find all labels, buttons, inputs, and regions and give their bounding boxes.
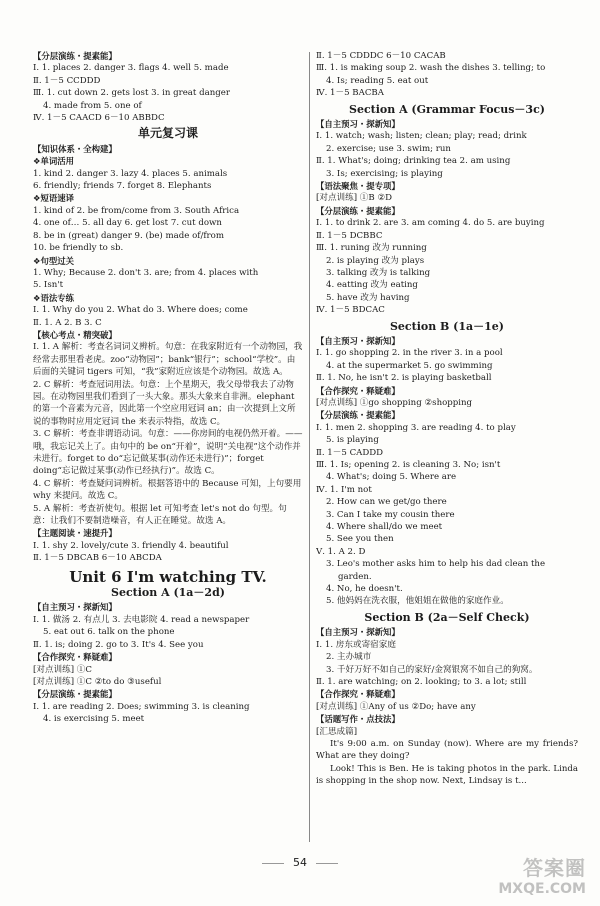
answer-line: 10. be friendly to sb. (33, 243, 124, 254)
subheader: ❖句型过关 (33, 255, 75, 266)
answer-line: Ⅰ. 1. places 2. danger 3. flags 4. well 5. made (33, 63, 229, 74)
page-number: 54 (293, 856, 307, 869)
answer-line: Ⅳ. 1－5 BACBA (316, 88, 384, 99)
answer-line: [对点训练] ①go shopping ②shopping (316, 397, 473, 408)
answer-line: Ⅱ. 1. No, he isn't 2. is playing basketball (316, 373, 492, 384)
section-title: Section B (1a－1e) (389, 319, 505, 333)
section-header: 【合作探究・释疑难】 (316, 689, 400, 700)
answer-line: [对点训练] ①C ②to do ③useful (33, 676, 162, 687)
answer-line: 4. is exercising 5. meet (43, 714, 145, 725)
section-header: 【自主预习・探新知】 (316, 627, 400, 638)
writing-paragraph: It's 9:00 a.m. on Sunday (now). Where are my friends? What are they doing? (316, 738, 578, 762)
answer-line: 4. made from 5. one of (43, 100, 142, 111)
answer-line: Ⅱ. 1－5 CDDDC 6－10 CACAB (316, 51, 446, 61)
answer-line: 1. kind of 2. be from/come from 3. South Africa (33, 205, 240, 216)
answer-line: 2. exercise; use 3. swim; run (326, 143, 451, 154)
writing-label: [汇思成篇] (316, 726, 358, 737)
section-title: Section A (1a－2d) (111, 586, 225, 600)
answer-line: [对点训练] ①C (33, 664, 92, 675)
subheader: ❖短语速译 (33, 193, 75, 204)
answer-line: Ⅱ. 1－5 DBCAB 6－10 ABCDA (33, 553, 162, 564)
answer-line: 4. at the supermarket 5. go swimming (326, 360, 493, 371)
watermark-en: MXQE.COM (498, 881, 586, 897)
answer-line: 4. What's; doing 5. Where are (326, 472, 457, 483)
page-number-rule-right (316, 863, 338, 864)
answer-line: Ⅱ. 1－5 CCDDD (33, 75, 101, 86)
section-header: 【语法聚焦・提专项】 (316, 181, 400, 192)
section-header: 【分层演练・提素能】 (33, 689, 117, 700)
answer-line: 5. See you then (326, 534, 394, 545)
section-header: 【合作探究・释疑难】 (33, 652, 117, 663)
answer-line: 3. Can I take my cousin there (326, 509, 455, 520)
answer-line: 8. be in (great) danger 9. (be) made of/from (33, 230, 224, 241)
explanation-paragraph: 4. C 解析：考查疑问词辨析。根据答语中的 Because 可知，上句要用 why 来提问。故选 C。 (33, 478, 302, 502)
answer-line: 5. Isn't (33, 280, 64, 291)
answer-line: 4. Where shall/do we meet (326, 522, 443, 533)
answer-line: Ⅲ. 1. Is; opening 2. is cleaning 3. No; isn't (316, 460, 501, 470)
answer-line: Ⅰ. 1. shy 2. lovely/cute 3. friendly 4. beautiful (33, 540, 229, 551)
answer-line: 6. friendly; friends 7. forget 8. Elephants (33, 181, 212, 192)
answer-line: Ⅰ. 1. go shopping 2. in the river 3. in a pool (316, 348, 503, 359)
section-header: 【分层演练・提素能】 (316, 410, 400, 421)
answer-line: Ⅱ. 1－5 DCBBC (316, 230, 383, 241)
answer-line: [对点训练] ①B ②D (316, 193, 393, 204)
section-header: 【自主预习・探新知】 (316, 335, 400, 346)
answer-line: Ⅱ. 1. is; doing 2. go to 3. It's 4. See you (33, 639, 204, 650)
section-header: 【分层演练・提素能】 (316, 205, 400, 216)
answer-line: Ⅳ. 1－5 CAACD 6－10 ABBDC (33, 113, 165, 124)
section-header: 【自主预习・探新知】 (316, 119, 400, 130)
left-column (33, 50, 303, 726)
answer-line: Ⅰ. 1. to drink 2. are 3. am coming 4. do 5. are buying (316, 218, 545, 229)
answer-line: Ⅲ. 1. cut down 2. gets lost 3. in great danger (33, 88, 230, 99)
section-header: 【知识体系・全构建】 (33, 143, 117, 154)
section-header: 【自主预习・探新知】 (33, 602, 117, 613)
answer-line: 3. Leo's mother asks him to help his dad clean the (326, 559, 546, 570)
column-divider (309, 52, 310, 842)
section-header: 【核心考点・精突破】 (33, 329, 117, 340)
answer-line: 5. is playing (326, 435, 379, 446)
answer-line: Ⅰ. 1. 做汤 2. 有点儿 3. 去电影院 4. read a newspaper (33, 614, 250, 625)
section-header: 【分层演练・提素能】 (33, 51, 117, 61)
answer-line: 3. talking 改为 is talking (326, 267, 431, 278)
writing-paragraph: Look! This is Ben. He is taking photos in the park. Linda is shopping in the shop now. Next, Lindsay is t... (316, 763, 578, 787)
unit-title: Unit 6 I'm watching TV. (69, 567, 267, 586)
answer-line: Ⅲ. 1. is making soup 2. wash the dishes 3. telling; to (316, 63, 546, 74)
answer-line: Ⅰ. 1. watch; wash; listen; clean; play; read; drink (316, 131, 527, 142)
answer-line: 1. Why; Because 2. don't 3. are; from 4. places with (33, 267, 259, 278)
answer-line: 3. Is; exercising; is playing (326, 168, 443, 179)
answer-line: Ⅰ. 1. Why do you 2. What do 3. Where does; come (33, 305, 248, 316)
answer-line: 5. 他妈妈在洗衣服，他姐姐在做他的家庭作业。 (326, 596, 509, 607)
answer-line: 4. No, he doesn't. (326, 584, 403, 595)
explanation-paragraph: 2. C 解析：考查冠词用法。句意：上个星期天，我父母带我去了动物园。在动物园里我们看到了一头大象。那头大象来自非洲。elephant 的第一个音素为元音，因此第一个空应用冠词 an；由一次提到上文所说的事物时应用定冠词 the 来表示特指，故选 C。 (33, 379, 296, 427)
answer-line: 2. How can we get/go there (326, 497, 447, 508)
answer-line: Ⅰ. 1. 房东或寄宿家庭 (316, 639, 396, 650)
review-title: 单元复习课 (137, 126, 198, 141)
section-header: 【话题写作・点技法】 (316, 714, 400, 725)
section-header: 【主题阅读・速提升】 (33, 528, 117, 539)
answer-line: Ⅰ. 1. are reading 2. Does; swimming 3. is cleaning (33, 701, 250, 712)
right-column (316, 50, 578, 788)
answer-line: 1. kind 2. danger 3. lazy 4. places 5. animals (33, 168, 228, 179)
answer-line: Ⅲ. 1. runing 改为 running (316, 243, 427, 254)
answer-line: 2. 主办城市 (326, 652, 372, 663)
watermark (498, 852, 586, 897)
answer-line: 4. Is; reading 5. eat out (326, 75, 429, 86)
answer-line: Ⅱ. 1. What's; doing; drinking tea 2. am using (316, 156, 511, 167)
section-header: 【合作探究・释疑难】 (316, 385, 400, 396)
answer-line: 5. have 改为 having (326, 292, 410, 303)
subheader: ❖单词活用 (33, 156, 75, 167)
answer-line: 5. eat out 6. talk on the phone (43, 627, 175, 638)
answer-line: 3. 千好万好不如自己的家好/金窝银窝不如自己的狗窝。 (326, 664, 538, 675)
answer-line: Ⅰ. 1. men 2. shopping 3. are reading 4. to play (316, 422, 516, 433)
answer-line: Ⅱ. 1. A 2. B 3. C (33, 317, 102, 328)
answer-line: [对点训练] ①Any of us ②Do; have any (316, 701, 476, 712)
answer-line: Ⅳ. 1－5 BDCAC (316, 305, 385, 316)
section-title: Section B (2a－Self Check) (364, 610, 530, 624)
answer-line: 4. eatting 改为 eating (326, 280, 418, 291)
section-title: Section A (Grammar Focus－3c) (349, 102, 545, 116)
answer-line: 4. one of… 5. all day 6. get lost 7. cut down (33, 218, 222, 229)
answer-line: garden. (338, 571, 372, 582)
explanation-paragraph: 3. C 解析：考查非谓语动词。句意：——你房间的电视仍然开着。——哦，我忘记关上了。由句中的 be on“开着”，说明“关电视”这个动作并未进行。forget to do“忘记做某事(动作还未进行)”；forget doing“忘记做过某事(动作已经执行)”。故选 C。 (33, 429, 303, 477)
watermark-cn: 答案圈 (523, 856, 586, 880)
explanation-paragraph: Ⅰ. 1. A 解析：考查名词词义辨析。句意：在我家附近有一个动物园，我经常去那里看老虎。zoo“动物园”；bank“银行”；school“学校”。由后面的关键词 tigers 可知，“我”家附近应该是个动物园。故选 A。 (33, 342, 303, 378)
explanation-paragraph: 5. A 解析：考查祈使句。根据 let 可知考查 let's not do 句型。句意：让我们不要制造噪音，有人正在睡觉。故选 A。 (33, 503, 287, 527)
answer-line: 2. is playing 改为 plays (326, 255, 425, 266)
subheader: ❖语法专练 (33, 292, 75, 303)
answer-line: Ⅴ. 1. A 2. D (316, 546, 366, 557)
answer-line: Ⅱ. 1－5 CADDD (316, 447, 384, 458)
answer-line: Ⅳ. 1. I'm not (316, 484, 372, 495)
answer-line: Ⅱ. 1. are watching; on 2. looking; to 3. a lot; still (316, 676, 527, 687)
